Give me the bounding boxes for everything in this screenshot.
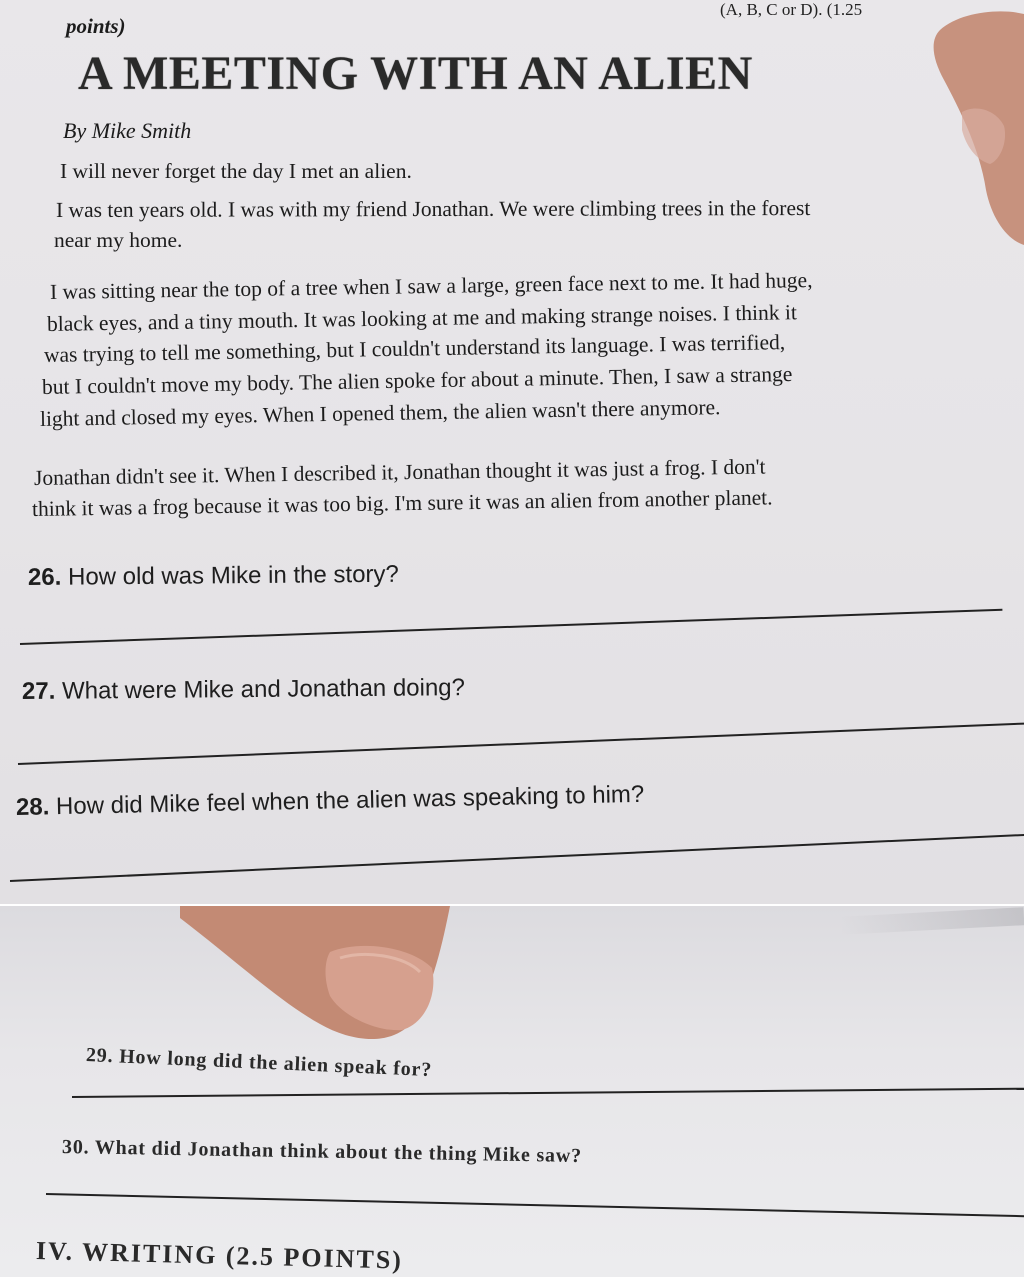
worksheet-photo-bottom (0, 906, 1024, 1277)
answer-line-30[interactable] (46, 1193, 1024, 1217)
passage-line: near my home. (54, 228, 183, 252)
finger-shape (180, 906, 450, 1046)
question-text: What were Mike and Jonathan doing? (61, 674, 466, 705)
passage-line: but I couldn't move my body. The alien spoke for about a minute. Then, I saw a strange (41, 361, 793, 399)
passage-line: I was sitting near the top of a tree when I saw a large, green face next to me. It had huge, (49, 268, 813, 304)
passage-title: A MEETING WITH AN ALIEN (78, 47, 753, 100)
question-number: 27. (21, 677, 56, 705)
shadow-streak (840, 907, 1024, 935)
passage-line: I will never forget the day I met an alien. (60, 159, 412, 183)
instruction-fragment: (A, B, C or D). (1.25 (720, 0, 863, 19)
question-text: How did Mike feel when the alien was speaking to him? (55, 780, 645, 821)
question-text: How old was Mike in the story? (67, 560, 399, 591)
question-number: 30. (61, 1136, 90, 1159)
question-text: What did Jonathan think about the thing Mike saw? (94, 1136, 583, 1168)
question-26 (28, 561, 399, 592)
passage-author: By Mike Smith (63, 118, 192, 143)
answer-line-28[interactable] (10, 834, 1024, 882)
answer-line-27[interactable] (18, 723, 1024, 765)
question-28 (16, 781, 645, 822)
passage-line: was trying to tell me something, but I couldn't understand its language. I was terrified, (43, 330, 786, 367)
question-text: How long did the alien speak for? (118, 1045, 433, 1082)
question-number: 28. (15, 793, 50, 821)
question-29 (85, 1044, 432, 1082)
question-number: 29. (85, 1044, 114, 1068)
passage-line: Jonathan didn't see it. When I described it, Jonathan thought it was just a frog. I don't (33, 454, 766, 490)
question-30 (62, 1136, 582, 1168)
passage-line: I was ten years old. I was with my friend Jonathan. We were climbing trees in the forest (55, 196, 811, 222)
passage-line: black eyes, and a tiny mouth. It was looking at me and making strange noises. I think it (46, 300, 798, 336)
passage-line: light and closed my eyes. When I opened them, the alien wasn't there anymore. (39, 395, 721, 431)
question-27 (22, 674, 465, 706)
thumb-shape (900, 0, 1024, 260)
question-number: 26. (27, 563, 62, 591)
points-label: points) (66, 14, 126, 38)
answer-line-26[interactable] (20, 609, 1002, 645)
answer-line-29[interactable] (72, 1088, 1024, 1098)
passage-line: think it was a frog because it was too big. I'm sure it was an alien from another planet. (31, 485, 773, 521)
section-heading-writing: IV. WRITING (2.5 POINTS) (35, 1236, 404, 1275)
